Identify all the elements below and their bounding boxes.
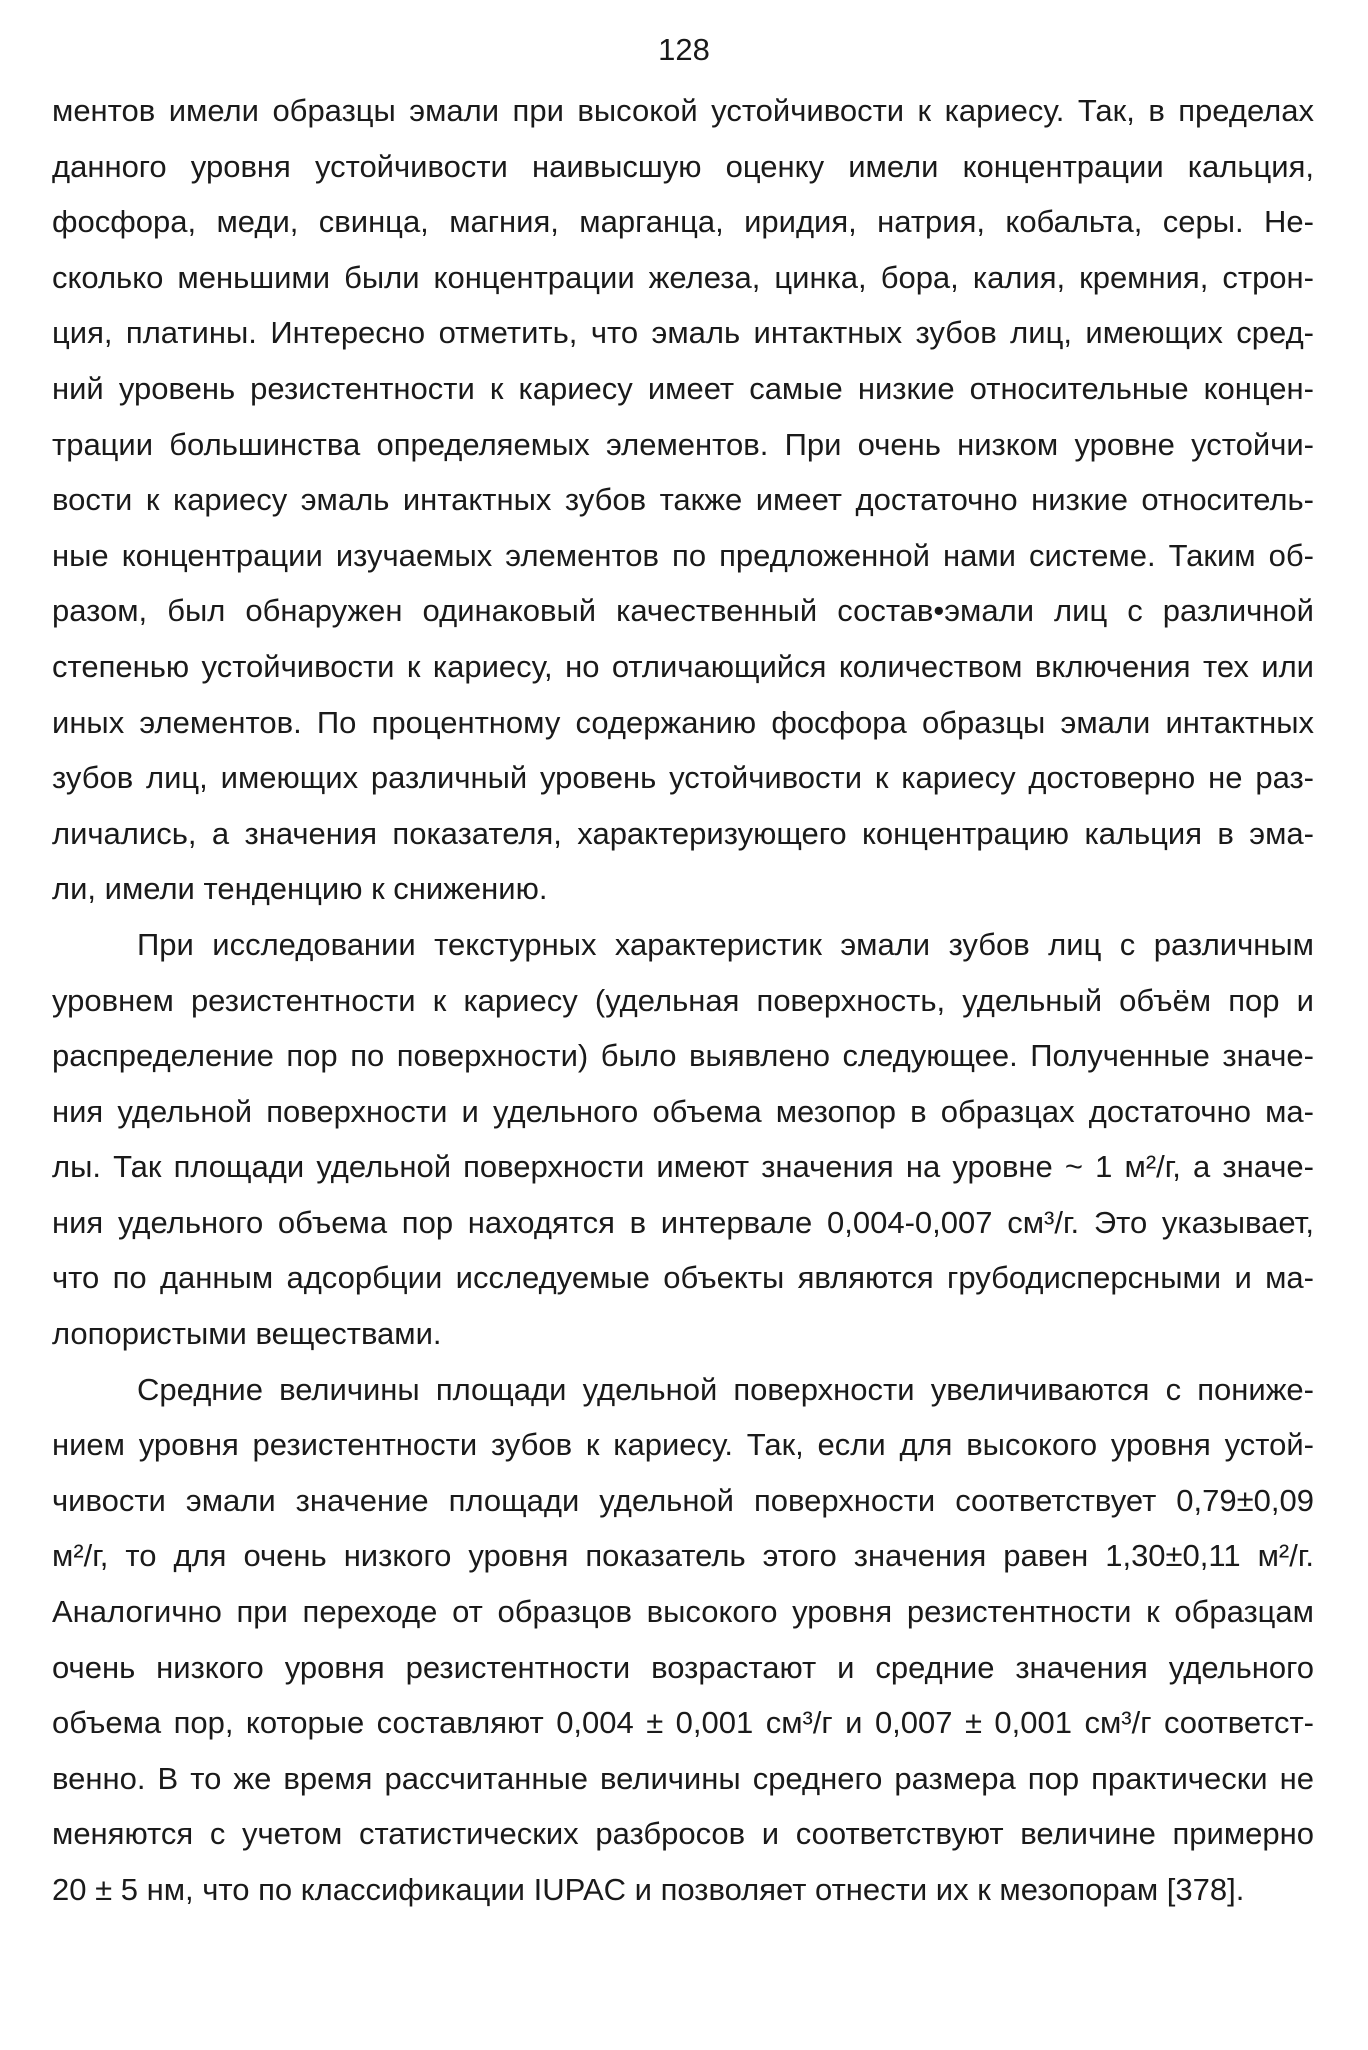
text-line: степенью устойчивости к кариесу, но отличающийся количеством включения тех или — [52, 648, 1314, 684]
text-line: вости к кариесу эмаль интактных зубов также имеет достаточно низкие относитель- — [52, 482, 1314, 518]
text-line: фосфора, меди, свинца, магния, марганца, иридия, натрия, кобальта, серы. Не- — [52, 204, 1314, 240]
text-line: м²/г, то для очень низкого уровня показатель этого значения равен 1,30±0,11 м²/г. — [52, 1538, 1314, 1574]
text-line: 20 ± 5 нм, что по классификации IUPAC и позволяет отнести их к мезопорам [378]. — [52, 1872, 1245, 1907]
text-line: ция, платины. Интересно отметить, что эмаль интактных зубов лиц, имеющих сред- — [52, 315, 1314, 351]
text-line: разом, был обнаружен одинаковый качественный состав•эмали лиц с различной — [52, 593, 1314, 629]
text-line: При исследовании текстурных характеристик эмали зубов лиц с различным — [137, 926, 1314, 962]
text-line: трации большинства определяемых элементов. При очень низком уровне устойчи- — [52, 426, 1314, 462]
text-line: уровнем резистентности к кариесу (удельная поверхность, удельный объём пор и — [52, 982, 1314, 1018]
text-line: зубов лиц, имеющих различный уровень устойчивости к кариесу достоверно не раз- — [52, 760, 1314, 796]
text-line: распределение пор по поверхности) было выявлено следующее. Полученные значе- — [52, 1038, 1314, 1074]
text-line: венно. В то же время рассчитанные величины среднего размера пор практически не — [52, 1760, 1314, 1796]
text-line: ний уровень резистентности к кариесу имеет самые низкие относительные концен- — [52, 370, 1314, 406]
text-line: ния удельного объема пор находятся в интервале 0,004-0,007 см³/г. Это указывает, — [52, 1204, 1314, 1240]
text-line: ния удельной поверхности и удельного объема мезопор в образцах достаточно ма- — [52, 1093, 1314, 1129]
text-line: объема пор, которые составляют 0,004 ± 0,001 см³/г и 0,007 ± 0,001 см³/г соответст- — [52, 1705, 1314, 1741]
text-line: нием уровня резистентности зубов к кариесу. Так, если для высокого уровня устой- — [52, 1427, 1314, 1463]
page-number: 128 — [658, 32, 710, 67]
text-line: ные концентрации изучаемых элементов по предложенной нами системе. Таким об- — [52, 537, 1314, 573]
text-line: ли, имели тенденцию к снижению. — [52, 871, 548, 907]
text-line: Аналогично при переходе от образцов высокого уровня резистентности к образцам — [52, 1594, 1314, 1630]
text-line: сколько меньшими были концентрации железа, цинка, бора, калия, кремния, строн- — [52, 259, 1314, 295]
text-line: иных элементов. По процентному содержанию фосфора образцы эмали интактных — [52, 704, 1314, 740]
text-line: личались, а значения показателя, характеризующего концентрацию кальция в эма- — [52, 815, 1314, 851]
text-line: ментов имели образцы эмали при высокой устойчивости к кариесу. Так, в пределах — [52, 93, 1314, 128]
text-line: лы. Так площади удельной поверхности имеют значения на уровне ~ 1 м²/г, а значе- — [52, 1149, 1314, 1185]
text-line: что по данным адсорбции исследуемые объекты являются грубодисперсными и ма- — [52, 1260, 1314, 1296]
text-line: Средние величины площади удельной поверхности увеличиваются с пониже- — [137, 1371, 1314, 1407]
text-line: лопористыми веществами. — [52, 1316, 442, 1352]
text-line: чивости эмали значение площади удельной поверхности соответствует 0,79±0,09 — [52, 1482, 1314, 1518]
text-line: данного уровня устойчивости наивысшую оценку имели концентрации кальция, — [52, 148, 1314, 184]
body-text — [52, 83, 1314, 1918]
text-line: меняются с учетом статистических разбросов и соответствуют величине примерно — [52, 1816, 1314, 1852]
text-line: очень низкого уровня резистентности возрастают и средние значения удельного — [52, 1649, 1314, 1685]
